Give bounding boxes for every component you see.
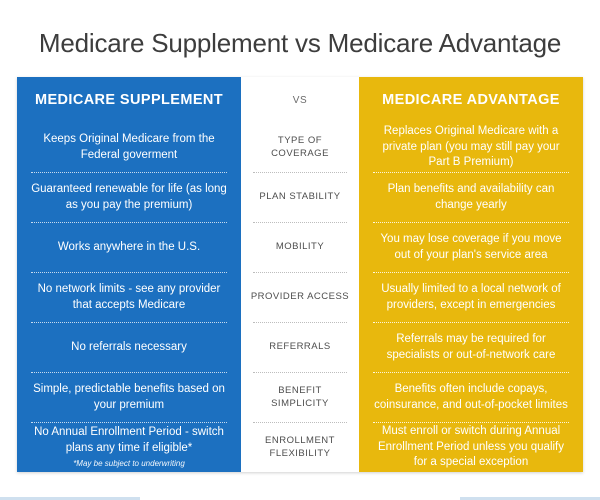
table-cell-left-3	[17, 273, 241, 322]
table-cell-right-1	[359, 173, 583, 222]
cell-text: Must enroll or switch during Annual Enrollment Period unless you qualify for a special exception	[377, 425, 565, 469]
cell-text: Usually limited to a local network of providers, except in emergencies	[381, 282, 561, 311]
cell-text: Plan benefits and availability can change yearly	[387, 182, 555, 211]
table-cell-right-6	[359, 423, 583, 472]
table-cell-category-1: PLAN STABILITY	[259, 191, 341, 203]
table-cell-right-4	[359, 323, 583, 372]
table-cell-left-1	[17, 173, 241, 222]
column-header-left: MEDICARE SUPPLEMENT	[34, 92, 224, 108]
table-cell-right-5	[359, 373, 583, 422]
page-title: Medicare Supplement vs Medicare Advantage	[38, 28, 562, 58]
cell-text: Replaces Original Medicare with a private plan (you may still pay your Part B Premium)	[382, 125, 560, 169]
column-header-middle: VS	[241, 77, 359, 123]
table-cell-category-0: TYPE OF COVERAGE	[271, 134, 329, 159]
table-cell-left-4	[17, 323, 241, 372]
medicare-supplement-column	[17, 77, 241, 472]
cell-text: No network limits - see any provider that accepts Medicare	[37, 282, 221, 311]
table-cell-left-5	[17, 373, 241, 422]
medicare-advantage-column	[359, 77, 583, 472]
cell-text: Guaranteed renewable for life (as long as you pay the premium)	[31, 182, 227, 211]
cell-text: Keeps Original Medicare from the Federal goverment	[43, 132, 215, 161]
category-column	[241, 77, 359, 472]
cell-footnote: *May be subject to underwriting	[73, 459, 185, 469]
cell-text-wrapper	[29, 425, 229, 470]
table-cell-left-0	[17, 123, 241, 172]
bottom-strip	[0, 476, 600, 500]
cell-text: No referrals necessary	[71, 340, 187, 353]
table-cell-category-3: PROVIDER ACCESS	[250, 291, 350, 303]
cell-text: Referrals may be required for specialists or out-of-network care	[386, 332, 556, 361]
table-cell-category-6: ENROLLMENT FLEXIBILITY	[265, 434, 335, 459]
cell-text: No Annual Enrollment Period - switch plans any time if eligible*	[34, 426, 224, 454]
cell-text: Works anywhere in the U.S.	[57, 240, 201, 253]
table-cell-right-3	[359, 273, 583, 322]
cell-text: You may lose coverage if you move out of your plan's service area	[380, 232, 562, 261]
comparison-table	[17, 77, 583, 472]
table-cell-category-5: BENEFIT SIMPLICITY	[271, 384, 329, 409]
cell-text: Simple, predictable benefits based on your premium	[33, 382, 225, 411]
table-cell-left-6	[17, 423, 241, 472]
column-header-right: MEDICARE ADVANTAGE	[382, 92, 560, 108]
table-cell-left-2	[17, 223, 241, 272]
table-cell-category-2: MOBILITY	[275, 241, 325, 253]
table-cell-right-2	[359, 223, 583, 272]
cell-text: Benefits often include copays, coinsurance, and out-of-pocket limites	[374, 382, 568, 411]
table-cell-right-0	[359, 123, 583, 172]
table-cell-category-4: REFERRALS	[269, 341, 331, 353]
